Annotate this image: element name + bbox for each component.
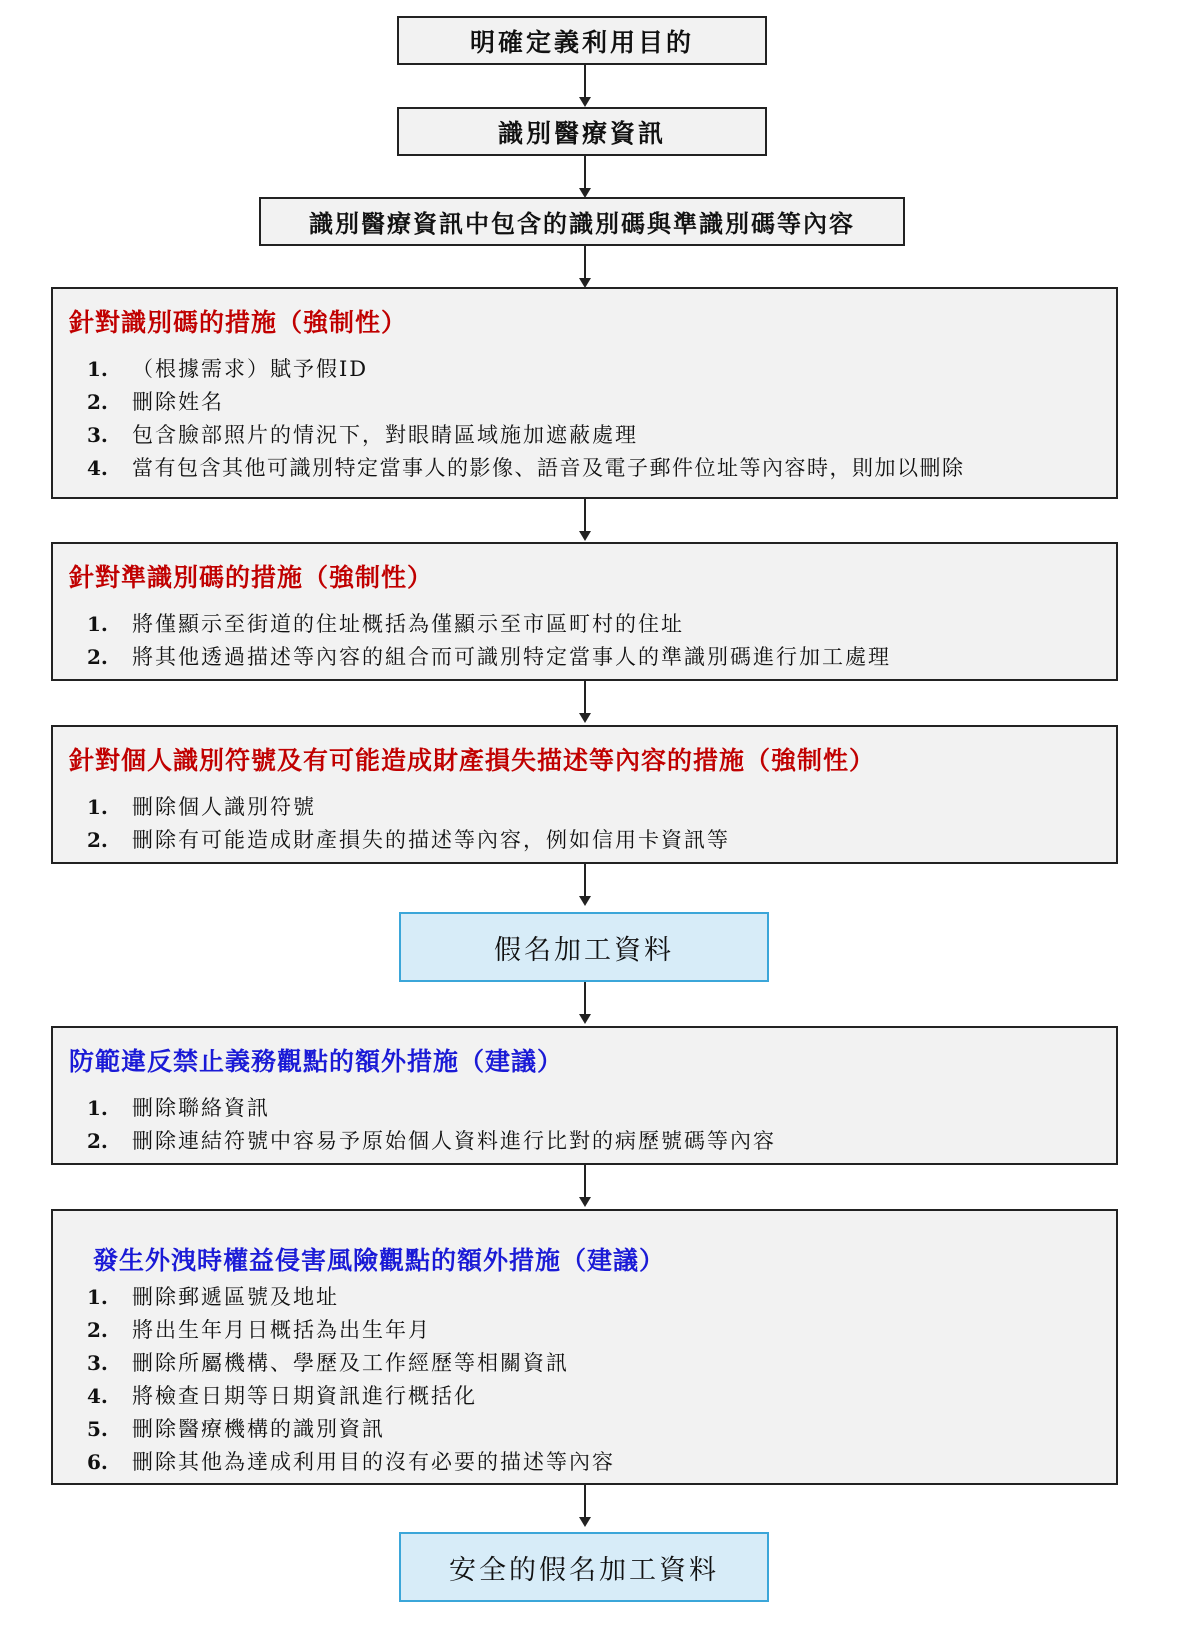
arrow bbox=[584, 156, 586, 196]
item-text: 刪除所屬機構、學歷及工作經歷等相關資訊 bbox=[132, 1351, 569, 1375]
arrow bbox=[584, 864, 586, 904]
list-item bbox=[87, 824, 1108, 857]
item-number: 5. bbox=[87, 1417, 108, 1441]
item-text: 包含臉部照片的情況下，對眼睛區域施加遮蔽處理 bbox=[132, 423, 638, 447]
section-prohibition-measures bbox=[51, 1026, 1118, 1165]
item-number: 4. bbox=[87, 1384, 108, 1408]
list-item bbox=[87, 791, 1108, 824]
item-number: 3. bbox=[87, 1351, 108, 1375]
arrow bbox=[584, 681, 586, 721]
item-text: 刪除有可能造成財產損失的描述等內容，例如信用卡資訊等 bbox=[132, 828, 730, 852]
item-number: 6. bbox=[87, 1450, 108, 1474]
step-define-purpose bbox=[397, 16, 767, 65]
result-safe-pseudonymized-data-label: 安全的假名加工資料 bbox=[449, 1554, 719, 1586]
list-item bbox=[87, 1446, 1108, 1479]
result-pseudonymized-data bbox=[399, 912, 769, 982]
arrow bbox=[584, 1485, 586, 1525]
item-text: 刪除醫療機構的識別資訊 bbox=[132, 1417, 385, 1441]
list-item bbox=[87, 386, 1108, 419]
item-number: 4. bbox=[87, 456, 108, 480]
item-number: 1. bbox=[87, 1285, 108, 1309]
item-number: 3. bbox=[87, 423, 108, 447]
item-number: 1. bbox=[87, 612, 108, 636]
item-text: 刪除其他為達成利用目的沒有必要的描述等內容 bbox=[132, 1450, 615, 1474]
item-number: 1. bbox=[87, 357, 108, 381]
item-text: 將其他透過描述等內容的組合而可識別特定當事人的準識別碼進行加工處理 bbox=[132, 645, 891, 669]
section-personal-identifier-measures bbox=[51, 725, 1118, 864]
result-safe-pseudonymized-data bbox=[399, 1532, 769, 1602]
item-text: 刪除郵遞區號及地址 bbox=[132, 1285, 339, 1309]
step-identify-medical-info-label: 識別醫療資訊 bbox=[497, 118, 666, 148]
section-title: 發生外洩時權益侵害風險觀點的額外措施（建議） bbox=[93, 1246, 666, 1275]
item-text: （根據需求）賦予假ID bbox=[132, 357, 369, 381]
step-identify-identifiers-label: 識別醫療資訊中包含的識別碼與準識別碼等內容 bbox=[309, 209, 855, 238]
section-title: 防範違反禁止義務觀點的額外措施（建議） bbox=[69, 1047, 564, 1076]
step-identify-identifiers bbox=[259, 197, 905, 246]
list-item bbox=[87, 419, 1108, 452]
section-title: 針對識別碼的措施（強制性） bbox=[69, 308, 408, 337]
list-item bbox=[87, 1380, 1108, 1413]
list-item bbox=[87, 608, 1108, 641]
list-item bbox=[87, 641, 1108, 674]
item-text: 刪除個人識別符號 bbox=[132, 795, 316, 819]
item-text: 將僅顯示至街道的住址概括為僅顯示至市區町村的住址 bbox=[132, 612, 684, 636]
list-item bbox=[87, 1125, 1108, 1158]
item-number: 2. bbox=[87, 1318, 108, 1342]
section-title: 針對個人識別符號及有可能造成財產損失描述等內容的措施（強制性） bbox=[69, 746, 876, 775]
arrow bbox=[584, 982, 586, 1022]
item-number: 2. bbox=[87, 390, 108, 414]
list-item bbox=[87, 1347, 1108, 1380]
item-number: 1. bbox=[87, 795, 108, 819]
list-item bbox=[87, 452, 1108, 485]
section-leak-risk-measures bbox=[51, 1209, 1118, 1485]
arrow bbox=[584, 65, 586, 105]
item-text: 刪除姓名 bbox=[132, 390, 224, 414]
list-item bbox=[87, 1092, 1108, 1125]
item-text: 刪除聯絡資訊 bbox=[132, 1096, 270, 1120]
item-number: 2. bbox=[87, 1129, 108, 1153]
section-identifier-measures bbox=[51, 287, 1118, 499]
item-text: 將出生年月日概括為出生年月 bbox=[132, 1318, 431, 1342]
section-title: 針對準識別碼的措施（強制性） bbox=[69, 563, 434, 592]
list-item bbox=[87, 1281, 1108, 1314]
item-number: 1. bbox=[87, 1096, 108, 1120]
list-item bbox=[87, 353, 1108, 386]
arrow bbox=[584, 499, 586, 539]
step-identify-medical-info bbox=[397, 107, 767, 156]
list-item bbox=[87, 1314, 1108, 1347]
result-pseudonymized-data-label: 假名加工資料 bbox=[494, 934, 674, 966]
item-text: 刪除連結符號中容易予原始個人資料進行比對的病歷號碼等內容 bbox=[132, 1129, 776, 1153]
list-item bbox=[87, 1413, 1108, 1446]
arrow bbox=[584, 246, 586, 286]
section-quasi-identifier-measures bbox=[51, 542, 1118, 681]
step-define-purpose-label: 明確定義利用目的 bbox=[469, 27, 694, 57]
arrow bbox=[584, 1165, 586, 1205]
item-number: 2. bbox=[87, 645, 108, 669]
item-text: 當有包含其他可識別特定當事人的影像、語音及電子郵件位址等內容時，則加以刪除 bbox=[132, 456, 965, 480]
item-text: 將檢查日期等日期資訊進行概括化 bbox=[132, 1384, 477, 1408]
item-number: 2. bbox=[87, 828, 108, 852]
